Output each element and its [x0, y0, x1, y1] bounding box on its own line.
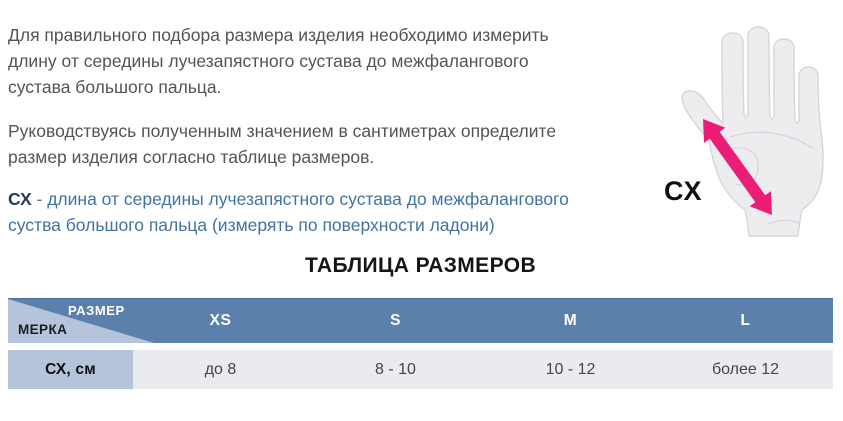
- intro-paragraph-2: [8, 118, 656, 170]
- corner-merka-label: МЕРКА: [18, 322, 68, 337]
- text-line: сустава большого пальца.: [8, 77, 222, 97]
- row-label-cell: СХ, см: [8, 350, 133, 389]
- text-line: [8, 186, 656, 212]
- column-header-m: M: [563, 312, 578, 329]
- column-header-xs: XS: [209, 312, 232, 329]
- intro-paragraph-1: [8, 22, 656, 100]
- text-line: Руководствуясь полученным значением в сантиметрах определите: [8, 121, 557, 141]
- cell-m: 10 - 12: [483, 350, 658, 389]
- cell-xs: до 8: [133, 350, 308, 389]
- text-line: длину от середины лучезапястного сустава до межфалангового: [8, 51, 529, 71]
- cx-definition-rest: - длина от середины лучезапястного сустава до межфалангового: [31, 189, 569, 209]
- text-line: размер изделия согласно таблице размеров.: [8, 147, 375, 167]
- intro-section: [8, 22, 656, 238]
- text-line: Для правильного подбора размера изделия необходимо измерить: [8, 25, 549, 45]
- cx-measure-label: СХ: [664, 176, 703, 206]
- size-table: [8, 298, 833, 389]
- hand-illustration: [650, 0, 842, 242]
- text-line: суства большого пальца (измерять по поверхности ладони): [8, 215, 495, 235]
- column-header-l: L: [740, 312, 751, 329]
- cell-s: 8 - 10: [308, 350, 483, 389]
- column-header-s: S: [390, 312, 401, 329]
- cell-l: более 12: [658, 350, 833, 389]
- cx-definition: [8, 186, 656, 238]
- size-table-title: ТАБЛИЦА РАЗМЕРОВ: [304, 254, 537, 277]
- table-header-row: [8, 298, 833, 343]
- corner-size-label: РАЗМЕР: [68, 303, 125, 318]
- cx-term: СХ: [8, 189, 32, 209]
- table-data-row: [8, 350, 833, 389]
